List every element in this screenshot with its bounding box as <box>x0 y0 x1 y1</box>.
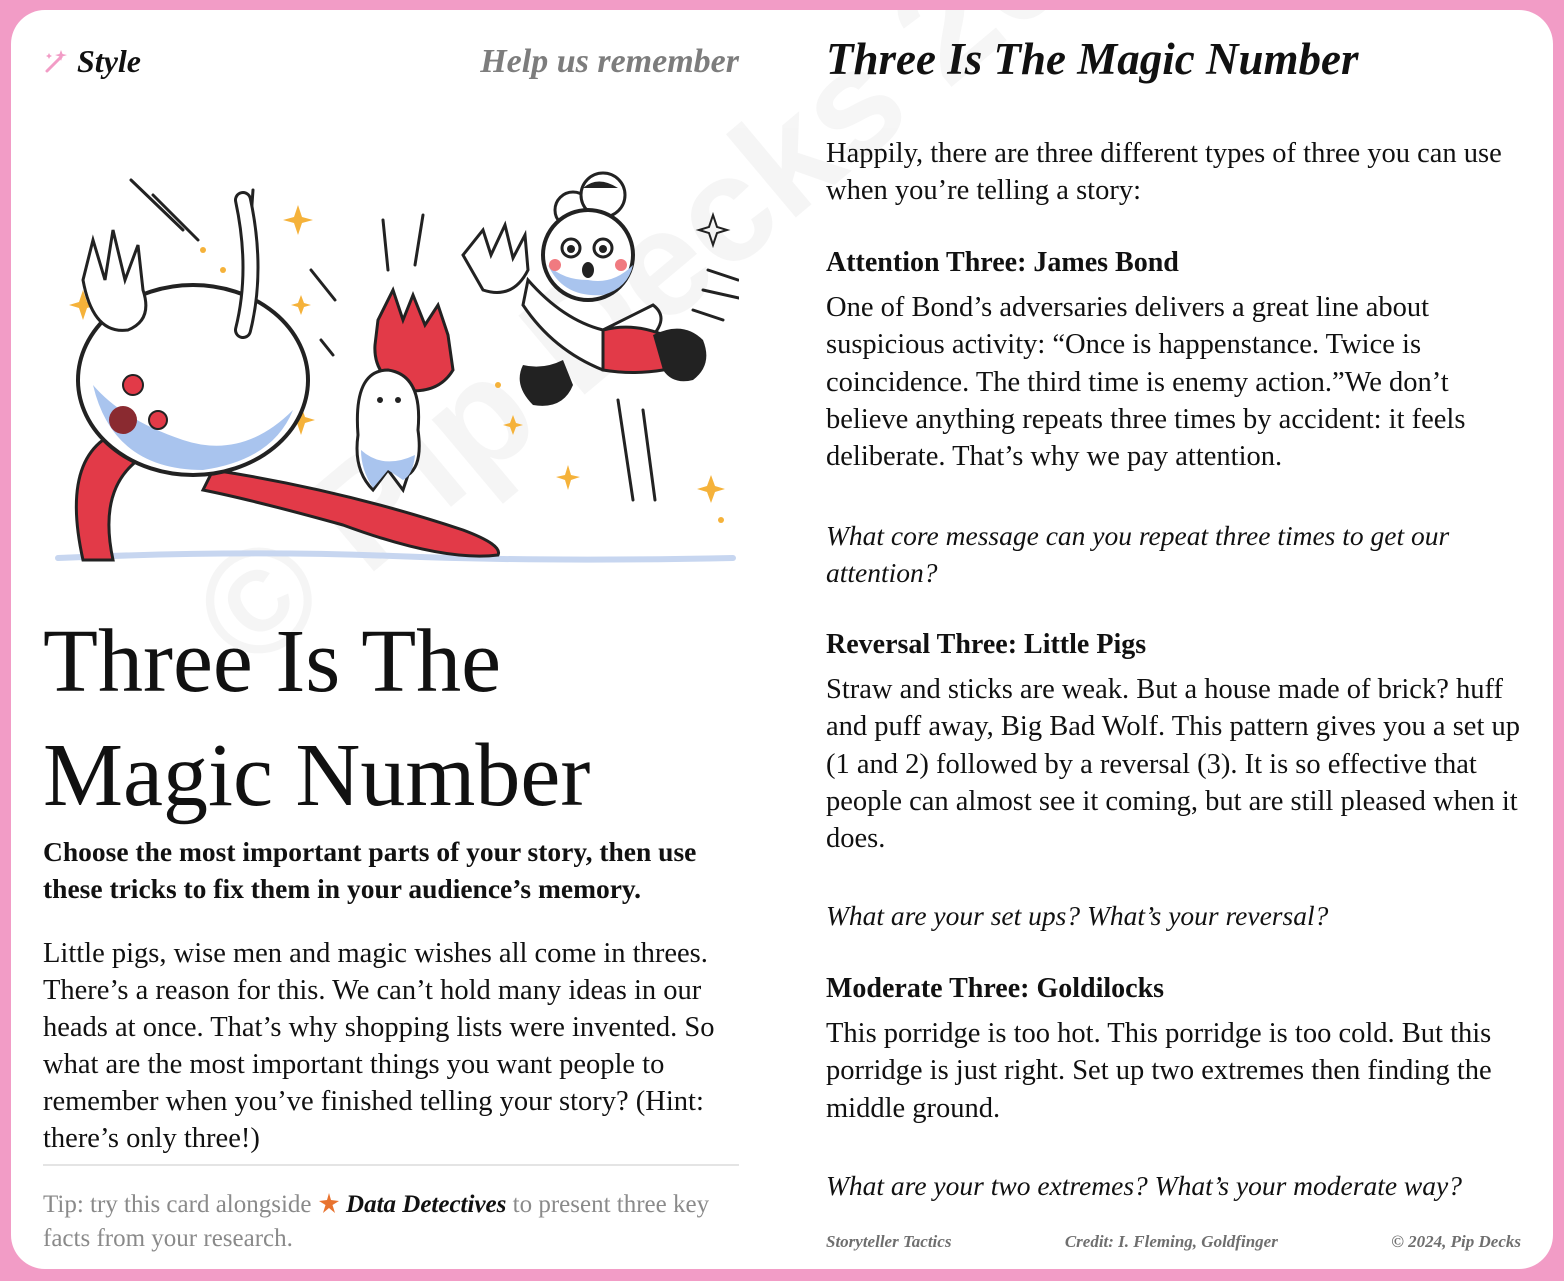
tip-prefix: Tip: try this card alongside <box>43 1191 312 1218</box>
tip-suffix: to present three key facts from your research. <box>43 1191 710 1252</box>
tip <box>43 1188 743 1256</box>
data-detectives-icon <box>318 1192 340 1214</box>
divider <box>43 1164 739 1166</box>
card-title-line-1: Three Is The <box>43 612 502 711</box>
section-heading: Reversal Three: Little Pigs <box>826 629 1147 660</box>
section-text: Straw and sticks are weak. But a house made of brick? huff and puff away, Big Bad Wolf. This pattern gives you a set up (1 and 2) followed by a reversal (3). It is so effective that people can almost see it coming, but are still pleased when it does. <box>826 674 1520 855</box>
tip-reference-card[interactable]: Data Detectives <box>346 1191 507 1218</box>
section-heading: Attention Three: James Bond <box>826 247 1179 278</box>
category-tag <box>43 43 141 80</box>
footer-copyright: © 2024, Pip Decks <box>1391 1232 1521 1251</box>
detail-title: Three Is The Magic Number <box>826 34 1359 84</box>
cartoon-characters-jumping-illustration <box>43 170 739 565</box>
card-title <box>43 605 743 834</box>
section-question: What are your set ups? What’s your reversal? <box>826 900 1329 931</box>
footer <box>826 1232 1521 1252</box>
body-text: Little pigs, wise men and magic wishes all come in threes. There’s a reason for this. We can’t hold many ideas in our heads at once. That’s why shopping lists were invented. So what are the most important things you want people to remember when you’ve finished telling your story? (Hint: there’s only three!) <box>43 938 715 1154</box>
left-column <box>43 10 739 1269</box>
section-question: What core message can you repeat three times to get our attention? <box>826 520 1450 588</box>
section-text: One of Bond’s adversaries delivers a great line about suspicious activity: “Once is happenstance. Twice is coincidence. The third time is enemy action.”We don’t believe anything repeats three times by accident: it feels deliberate. That’s why we pay attention. <box>826 292 1466 473</box>
section-question: What are your two extremes? What’s your moderate way? <box>826 1170 1462 1201</box>
section-text: This porridge is too hot. This porridge is too cold. But this porridge is just right. Set up two extremes then finding the middle ground. <box>826 1018 1492 1124</box>
category-label: Style <box>77 43 141 79</box>
section-heading: Moderate Three: Goldilocks <box>826 973 1165 1004</box>
magic-wand-icon <box>43 49 69 75</box>
tagline: Help us remember <box>480 43 739 80</box>
footer-deck: Storyteller Tactics <box>826 1232 952 1251</box>
card <box>11 10 1553 1269</box>
section-reversal-three <box>826 627 1526 857</box>
right-column <box>826 10 1526 1269</box>
intro-text: Happily, there are three different types of three you can use when you’re telling a story: <box>826 138 1502 206</box>
footer-credit: Credit: I. Fleming, Goldfinger <box>1064 1232 1278 1251</box>
lead-summary: Choose the most important parts of your story, then use these tricks to fix them in your audience’s memory. <box>43 836 697 904</box>
section-attention-three <box>826 245 1526 475</box>
card-title-line-2: Magic Number <box>43 726 591 826</box>
section-moderate-three <box>826 971 1526 1127</box>
